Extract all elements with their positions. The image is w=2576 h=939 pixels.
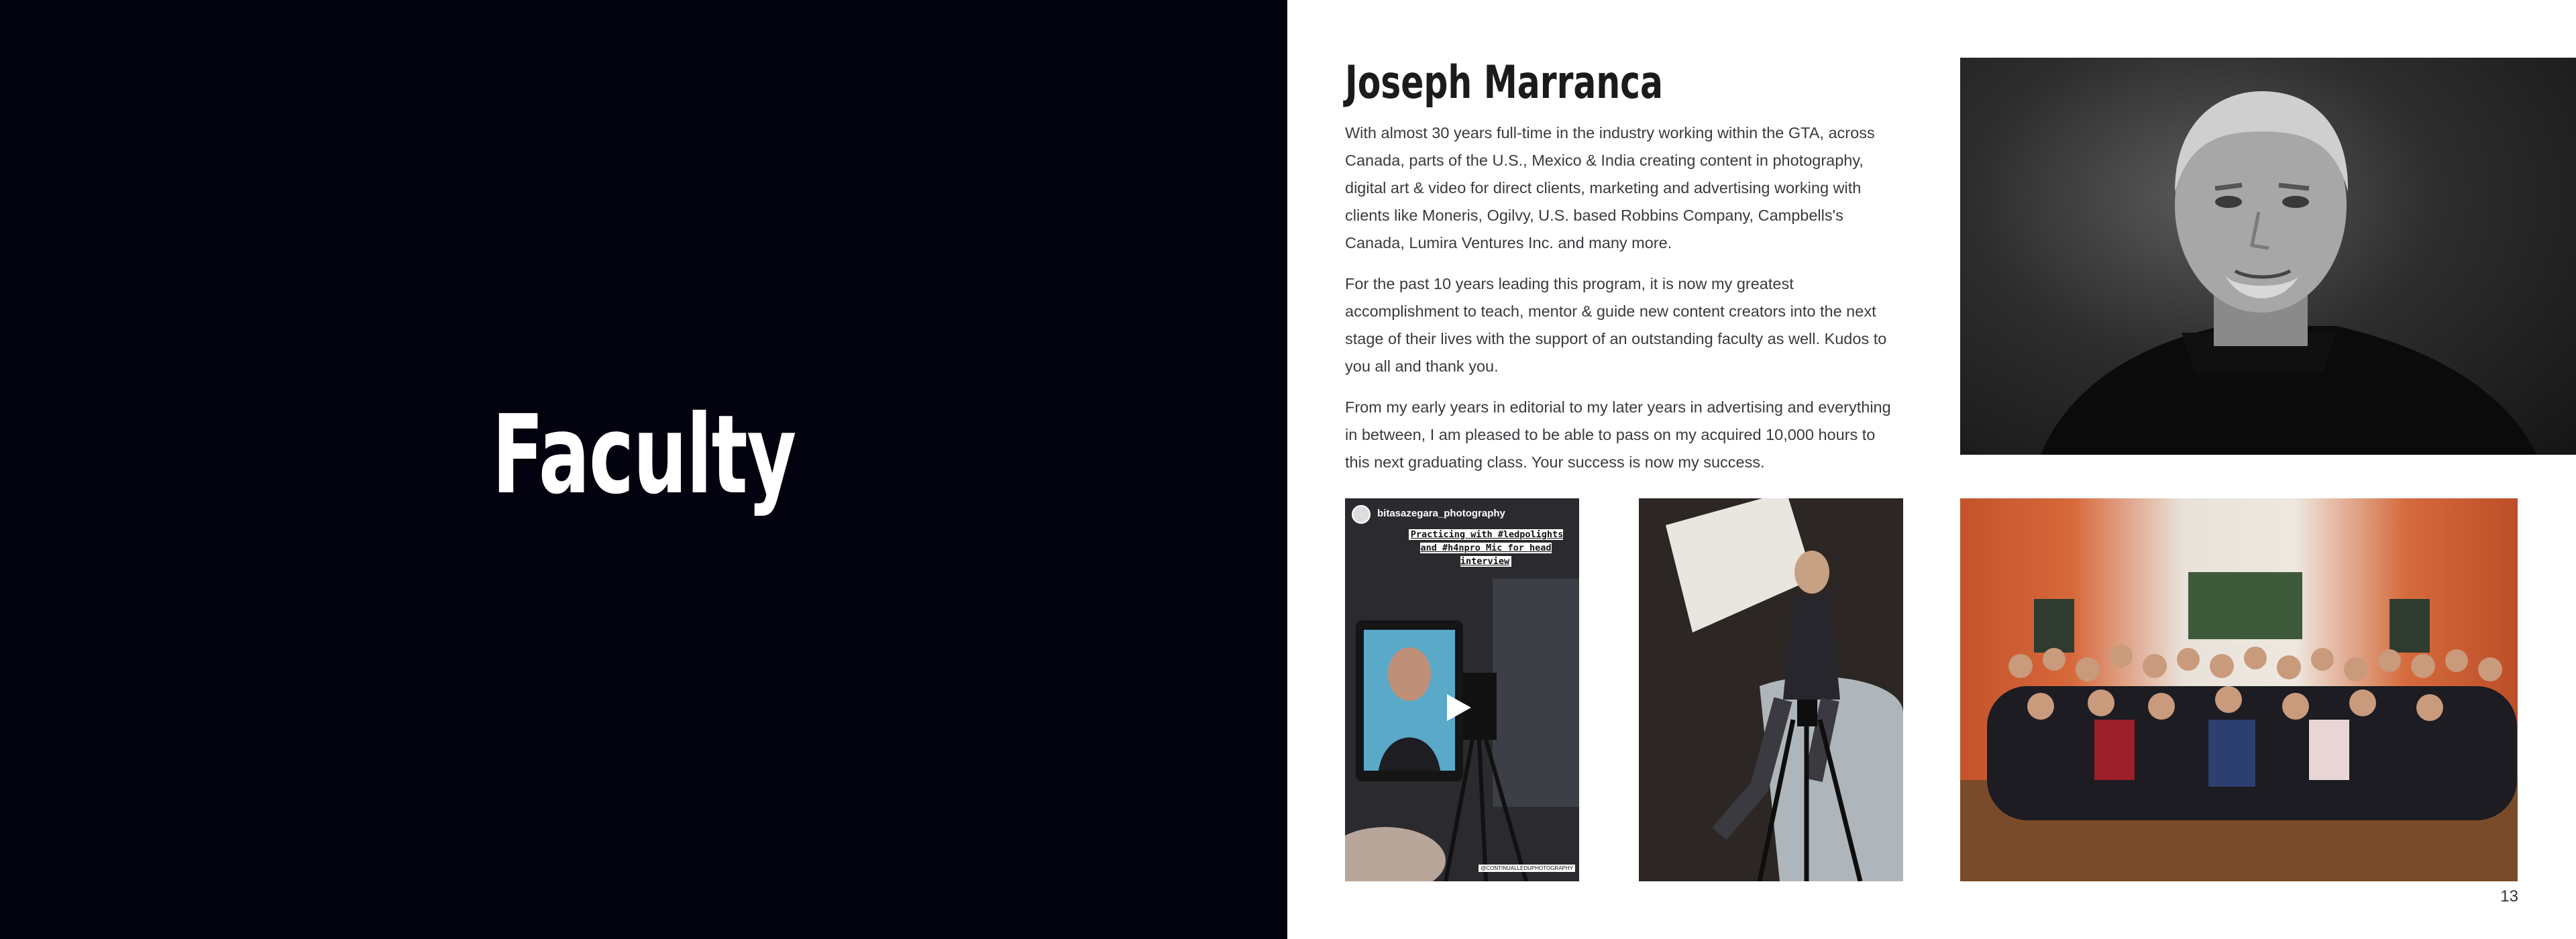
faculty-portrait-photo (1960, 58, 2576, 455)
faculty-bio (1345, 119, 1902, 490)
bio-paragraph: With almost 30 years full-time in the industry working within the GTA, across Canada, parts of the U.S., Mexico & India creating content in photography, digital art & video for direct clients, marketing and advertising working with clients like Moneris, Ogilvy, U.S. based Robbins Company, Campbells's Canada, Lumira Ventures Inc. and many more. (1345, 124, 1875, 252)
bio-paragraph: For the past 10 years leading this program, it is now my greatest accomplishment to teach, mentor & guide new content creators into the next stage of their lives with the support of an outstanding faculty as well. Kudos to you all and thank you. (1345, 275, 1887, 375)
group-illustration (1960, 498, 2518, 881)
play-icon (1446, 693, 1472, 722)
section-title: Faculty (492, 392, 796, 518)
class-group-photo (1960, 498, 2518, 881)
instagram-avatar (1352, 505, 1371, 524)
instagram-story-photo (1345, 498, 1579, 881)
page-number: 13 (2500, 887, 2518, 905)
instagram-footer: @CONTINUALLEDUPHOTOGRAPHY (1479, 865, 1575, 872)
instagram-caption: Practicing with #ledpolights and #h4npro Mic for head interview (1399, 528, 1573, 568)
studio-illustration (1639, 498, 1903, 881)
portrait-illustration (1960, 58, 2576, 455)
studio-photographer-photo (1639, 498, 1903, 881)
bio-paragraph: From my early years in editorial to my later years in advertising and everything in between, I am pleased to be able to pass on my acquired 10,000 hours to this next graduating class. Your success is now my success. (1345, 398, 1891, 471)
faculty-name: Joseph Marranca (1345, 56, 1663, 109)
instagram-username: bitasazegara_photography (1377, 508, 1505, 519)
left-title-panel (0, 0, 1287, 939)
